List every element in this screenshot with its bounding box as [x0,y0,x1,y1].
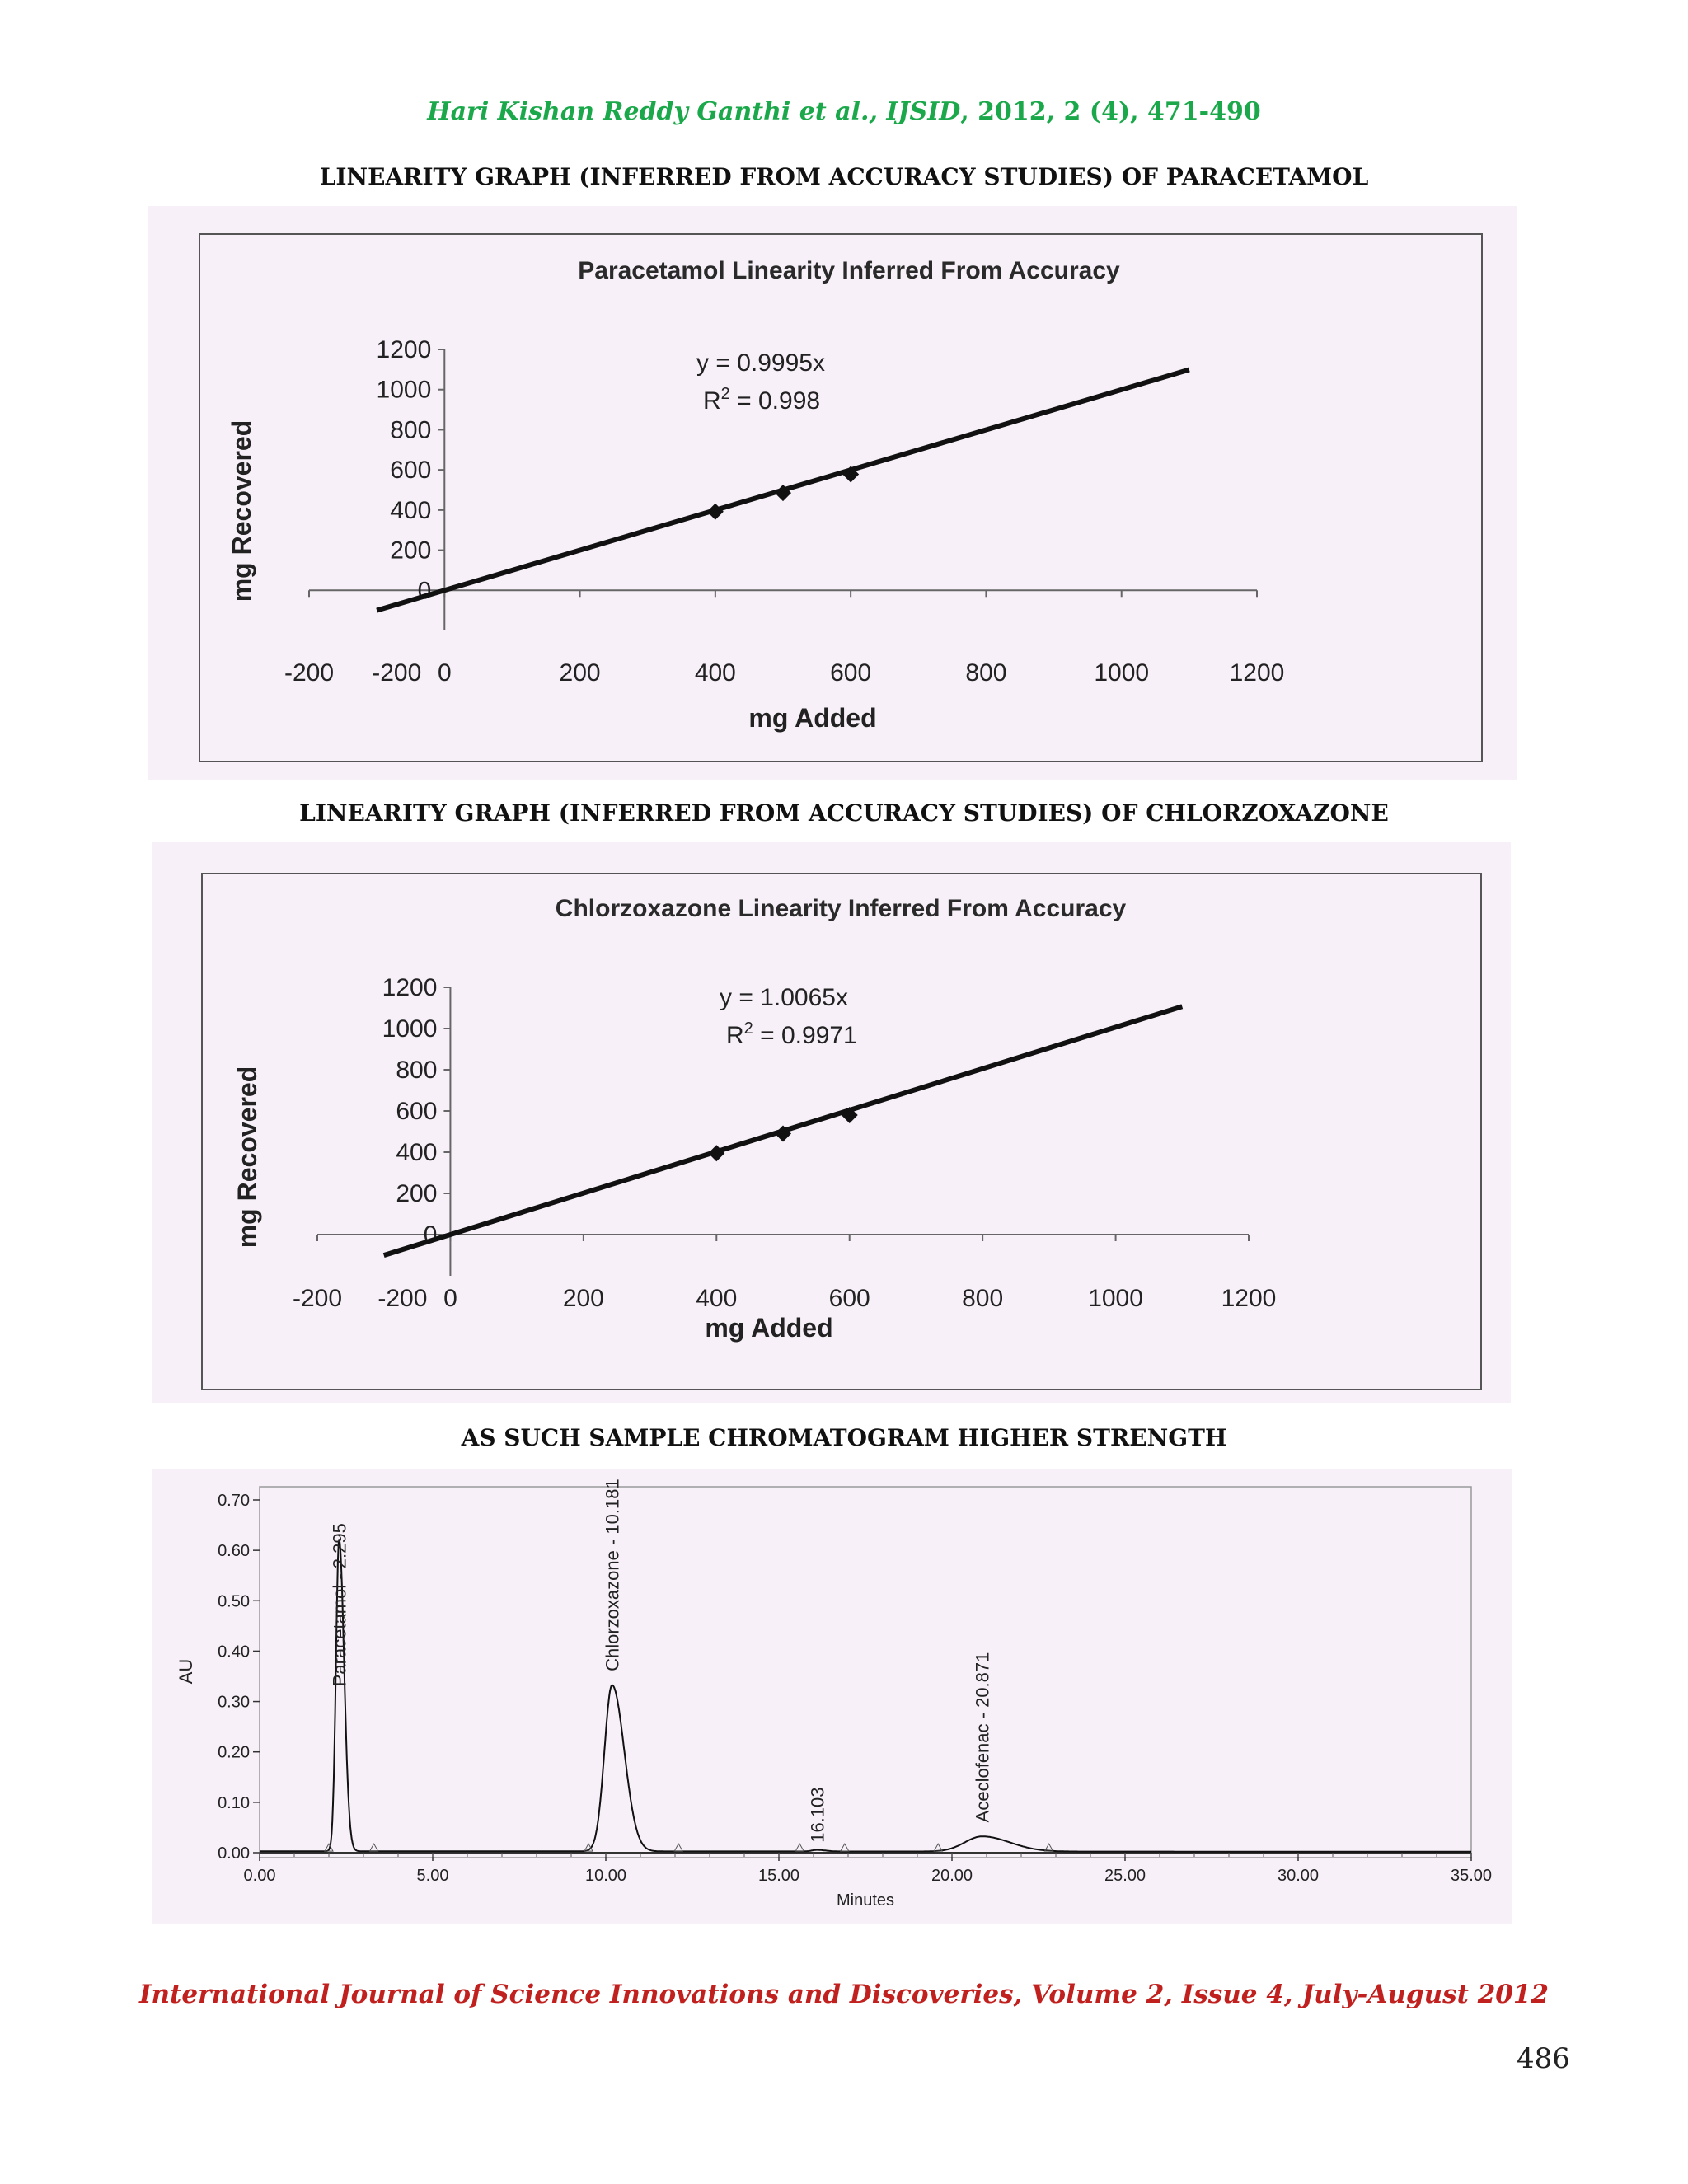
chrom-plot-frame [260,1487,1471,1858]
c1-x-tick-label: 600 [828,1285,870,1312]
chrom-x-tick-label: 25.00 [1104,1867,1146,1885]
chrom-x-tick-label: 30.00 [1277,1867,1320,1885]
c1-r-squared: $R^2 = 0.9971$ [726,1019,857,1049]
chrom-peak-label: Aceclofenac - 20.871 [972,1652,993,1823]
page-number: 486 [1517,2042,1570,2075]
chrom-peak-label: Paracetamol - 2.295 [329,1523,350,1687]
c1-chart-title: Chlorzoxazone Linearity Inferred From Accuracy [555,895,1127,922]
chrom-y-axis-title: AU [176,1658,196,1685]
chrom-y-tick-label: 0.50 [218,1592,250,1611]
chrom-x-tick-label: 10.00 [584,1867,627,1885]
c1-x-tick-label: 1000 [1088,1285,1143,1312]
chrom-x-tick-label: 20.00 [931,1867,973,1885]
c1-y-axis-title: mg Recovered [232,1066,262,1249]
paracetamol-chart-panel [148,206,1517,780]
c0-y-tick-label: 1200 [376,336,432,363]
chrom-y-tick-label: 0.60 [218,1542,250,1561]
c0-y-tick-label: 1000 [376,376,432,404]
chrom-x-tick-label: 0.00 [243,1867,276,1885]
c1-y-tick-label: -200 [377,1285,428,1312]
c1-plot-frame [202,874,1481,1390]
chromatogram-panel [152,1469,1512,1924]
c0-trend-equation: y = 0.9995x [696,349,825,377]
chrom-baseline-marker [370,1844,378,1851]
chromatogram-section-title: AS SUCH SAMPLE CHROMATOGRAM HIGHER STRENGTH [461,1424,1227,1451]
c0-y-tick-label: 600 [390,457,432,485]
c0-x-axis-title: mg Added [748,703,877,733]
chrom-x-tick-label: 15.00 [757,1867,800,1885]
c1-x-tick-label: -200 [292,1285,343,1312]
chrom-y-tick-label: 0.10 [218,1793,250,1812]
c1-x-tick-label: 1200 [1221,1285,1277,1312]
header-citation: , 2012, 2 (4), 471-490 [960,97,1261,126]
c1-y-tick-label: 800 [396,1057,438,1084]
c0-y-axis-title: mg Recovered [227,419,256,602]
c0-r-squared: $R^2 = 0.998$ [703,385,821,415]
c1-y-tick-label: 200 [396,1180,438,1207]
c1-x-axis-title: mg Added [705,1313,833,1343]
c0-y-tick-label: 200 [390,537,432,565]
c0-chart-title: Paracetamol Linearity Inferred From Accuracy [578,257,1120,284]
c0-x-tick-label: 1200 [1229,659,1285,687]
chrom-x-axis-title: Minutes [836,1891,895,1910]
c0-y-tick-label: 0 [417,577,432,605]
chrom-trace [260,1539,1471,1851]
c1-y-tick-label: 0 [423,1221,438,1249]
paracetamol-linearity-chart [148,206,1517,780]
chrom-y-tick-label: 0.20 [218,1743,250,1762]
c1-x-tick-label: 200 [562,1285,604,1312]
paracetamol-section-title: LINEARITY GRAPH (INFERRED FROM ACCURACY STUDIES) OF PARACETAMOL [319,163,1369,190]
c1-x-tick-label: 800 [962,1285,1004,1312]
chlorzoxazone-linearity-chart [152,842,1511,1403]
c0-x-tick-label: 600 [830,659,872,687]
chlorzoxazone-section-title: LINEARITY GRAPH (INFERRED FROM ACCURACY STUDIES) OF CHLORZOXAZONE [299,799,1389,827]
journal-footer: International Journal of Science Innovations and Discoveries, Volume 2, Issue 4, July-August 2012 [139,1980,1549,2009]
chrom-y-tick-label: 0.70 [218,1492,250,1510]
c0-x-tick-label: 1000 [1094,659,1150,687]
chrom-x-tick-label: 5.00 [416,1867,449,1885]
c1-y-tick-label: 1200 [382,974,438,1001]
chrom-y-tick-label: 0.40 [218,1643,250,1661]
chrom-baseline-marker [795,1844,804,1851]
chrom-y-tick-label: 0.00 [218,1844,250,1863]
c0-y-tick-label: -200 [372,659,422,687]
c0-x-tick-label: -200 [284,659,335,687]
c0-x-tick-label: 200 [559,659,601,687]
c0-x-tick-label: 800 [965,659,1007,687]
c0-x-tick-label: 0 [437,659,452,687]
c1-y-tick-label: 400 [396,1139,438,1166]
chrom-baseline-marker [674,1844,682,1851]
header-authors: Hari Kishan Reddy Ganthi et al., IJSID [427,97,961,126]
c1-y-tick-label: 1000 [382,1015,438,1043]
c1-y-tick-label: 600 [396,1098,438,1125]
chrom-peak-label: 16.103 [807,1787,828,1843]
chrom-y-tick-label: 0.30 [218,1693,250,1712]
c1-x-tick-label: 400 [696,1285,738,1312]
c0-y-tick-label: 800 [390,416,432,444]
c0-x-tick-label: 400 [694,659,736,687]
c1-trend-equation: y = 1.0065x [720,984,848,1011]
c1-x-tick-label: 0 [443,1285,457,1312]
c0-y-tick-label: 400 [390,496,432,524]
running-header [0,97,1688,126]
chrom-x-tick-label: 35.00 [1450,1867,1493,1885]
chromatogram-chart [152,1469,1512,1924]
chrom-peak-label: Chlorzoxazone - 10.181 [602,1479,623,1671]
chlorzoxazone-chart-panel [152,842,1511,1403]
chrom-baseline-marker [841,1844,849,1851]
